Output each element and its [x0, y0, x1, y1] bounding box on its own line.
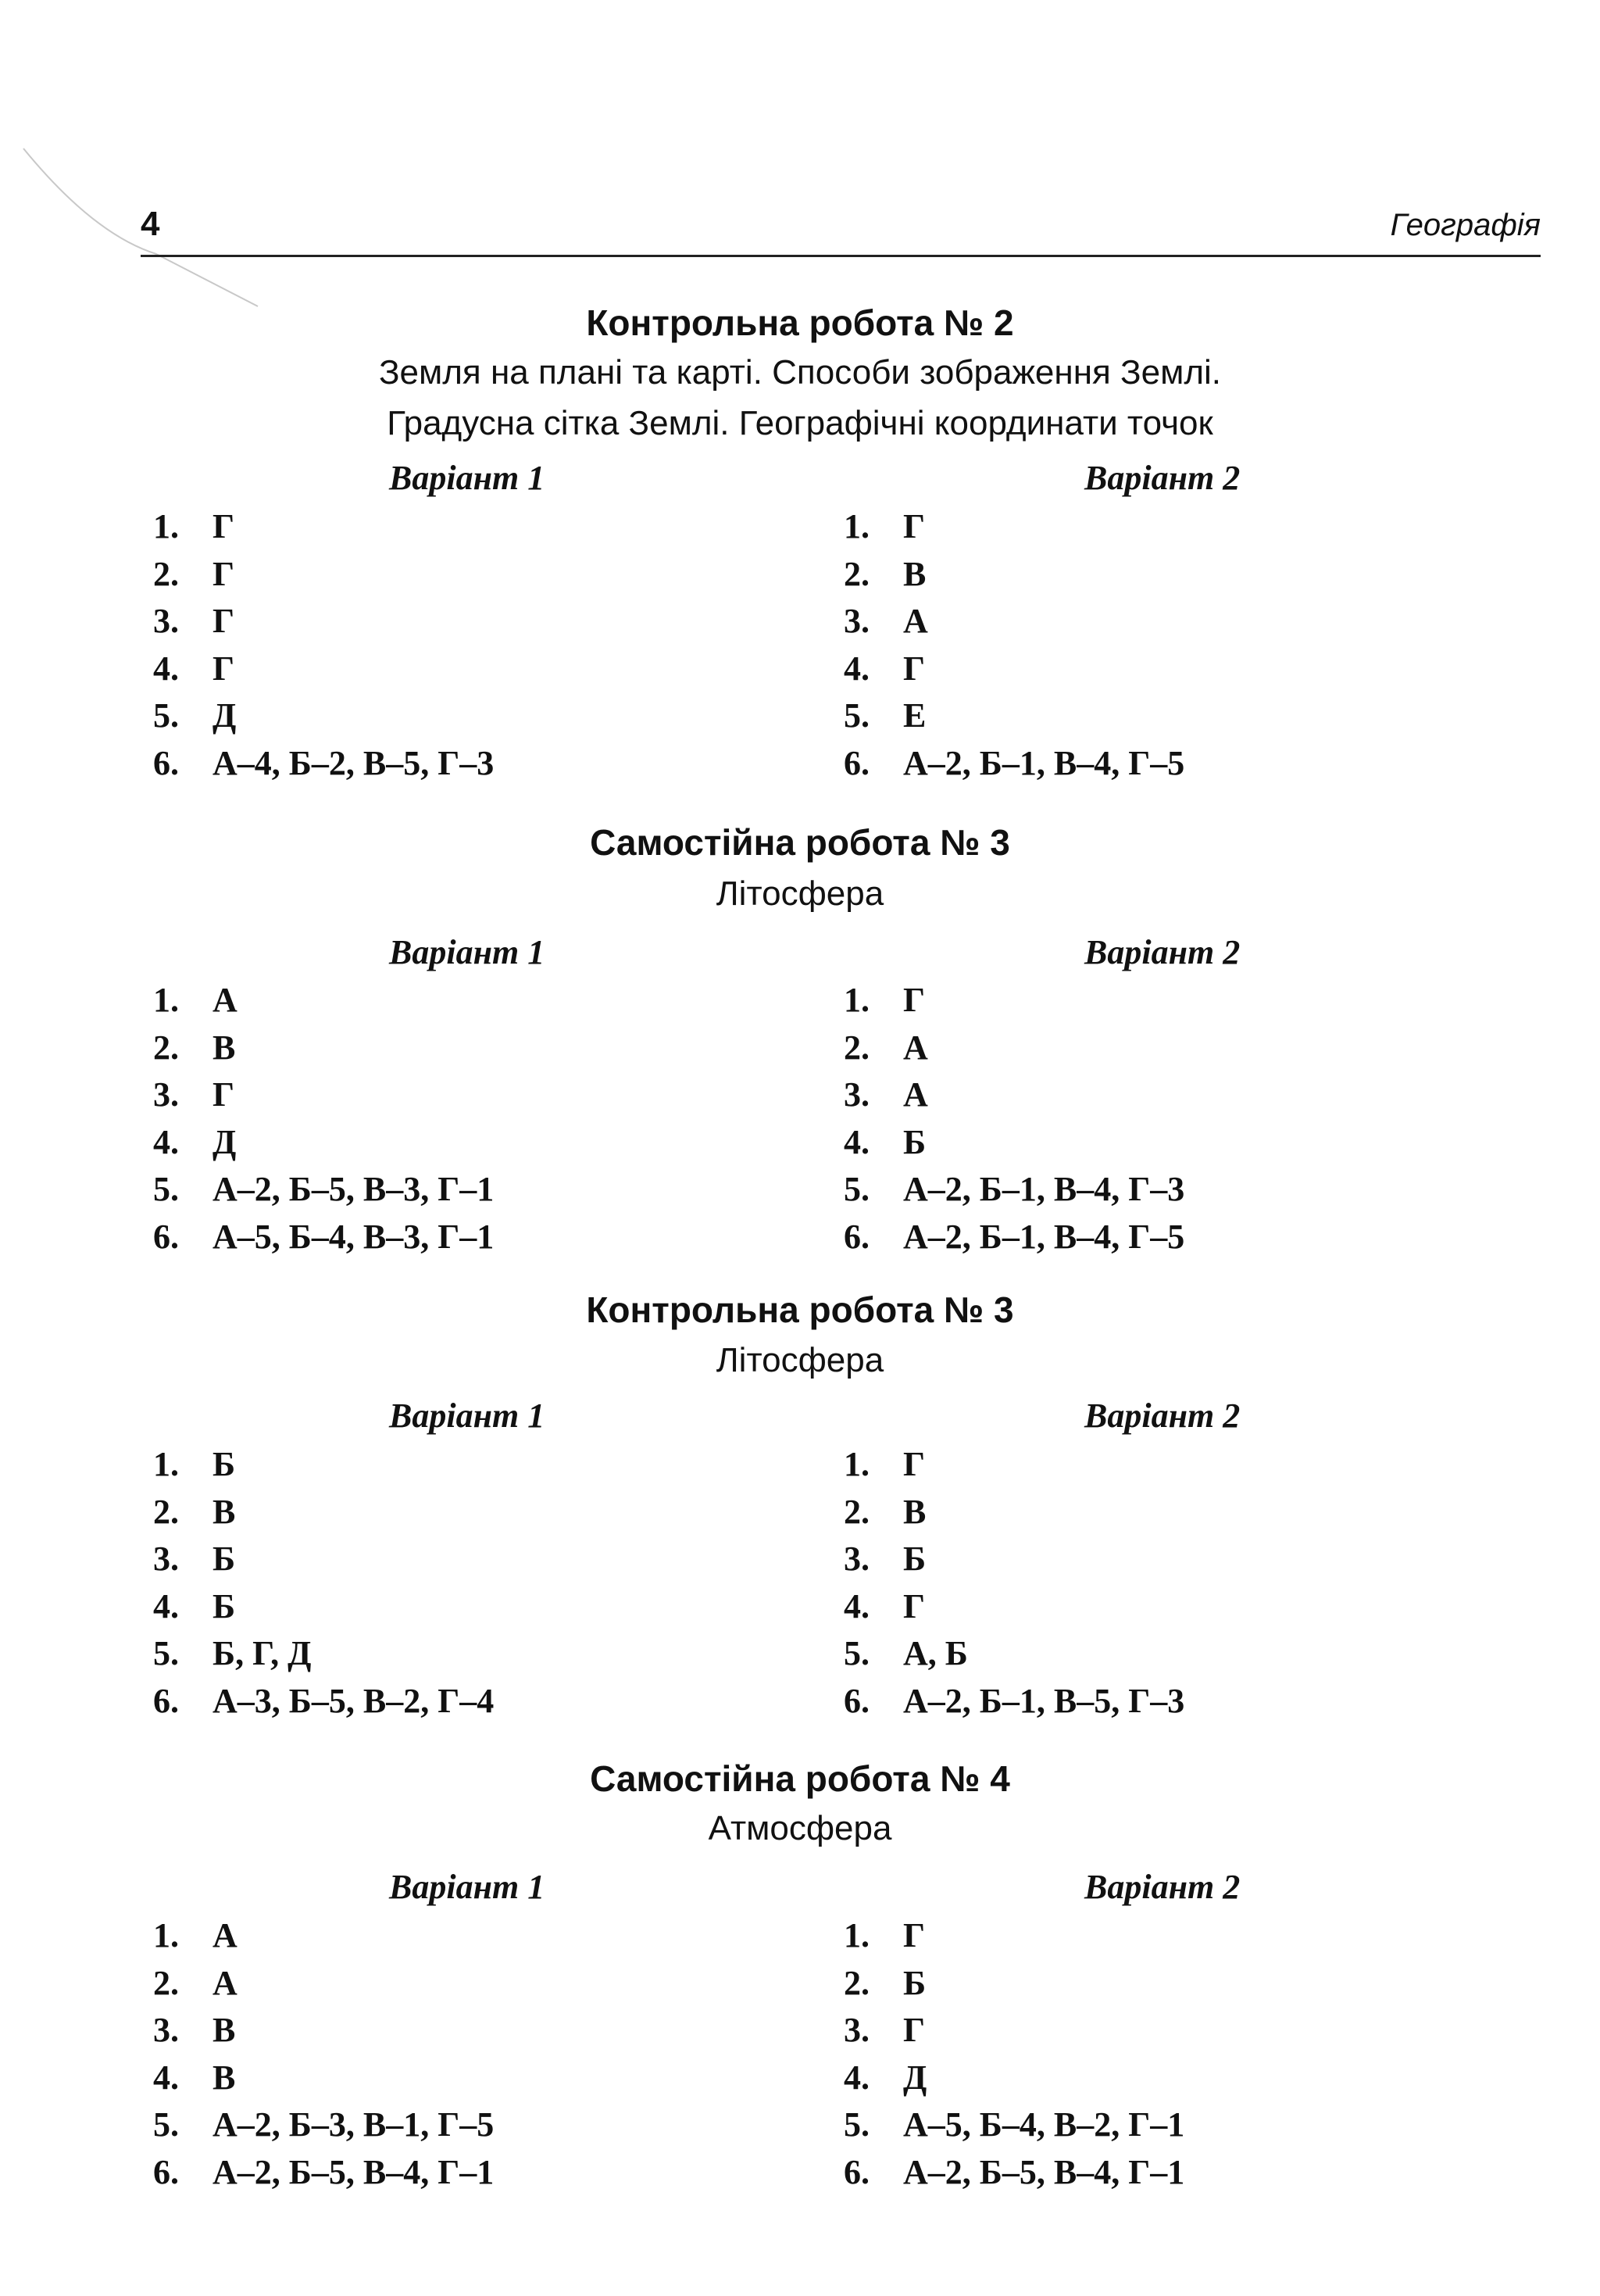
- answer-item: [844, 1916, 925, 1954]
- answer-text: Б: [212, 1540, 236, 1578]
- section-title: Самостійна робота № 4: [590, 1758, 1010, 1799]
- answer-text: А–2, Б–5, В–4, Г–1: [903, 2152, 1185, 2191]
- answer-text: Б: [212, 1445, 236, 1483]
- answer-number: 1.: [153, 1445, 179, 1483]
- answer-item: [153, 1963, 238, 2002]
- answer-item: [844, 1586, 925, 1625]
- answer-text: А–2, Б–5, В–3, Г–1: [212, 1170, 495, 1208]
- answer-item: [153, 2013, 235, 2047]
- answer-text: Г: [212, 554, 234, 593]
- answer-item: [844, 649, 925, 688]
- scan-artifact-line: [0, 0, 266, 328]
- answer-text: Б: [903, 1963, 927, 2002]
- answer-number: 3.: [844, 2011, 870, 2049]
- answer-item: [153, 507, 234, 545]
- section-subtitle: Літосфера: [716, 874, 884, 913]
- answer-item: [153, 696, 237, 735]
- answer-text: А, Б: [903, 1634, 968, 1672]
- answer-item: [844, 604, 928, 638]
- answer-text: Г: [903, 1916, 925, 1954]
- answer-item: [153, 2152, 495, 2191]
- answer-item: [844, 1492, 927, 1531]
- answer-item: [153, 1217, 495, 1256]
- variant-heading: Варіант 1: [389, 1397, 545, 1435]
- answer-item: [844, 1636, 968, 1671]
- answer-number: 4.: [844, 1122, 870, 1161]
- answer-item: [844, 1122, 927, 1161]
- answer-text: В: [212, 1028, 236, 1067]
- answer-item: [844, 1542, 926, 1576]
- answer-text: Б: [903, 1122, 927, 1161]
- answer-text: Г: [903, 507, 925, 545]
- answer-number: 3.: [153, 602, 179, 640]
- answer-number: 5.: [844, 696, 870, 735]
- answer-item: [153, 1447, 235, 1482]
- answer-item: [844, 2105, 1185, 2144]
- answer-item: [844, 1963, 927, 2002]
- answer-item: [153, 1586, 236, 1625]
- answer-text: В: [903, 554, 927, 593]
- answer-text: Д: [212, 1122, 237, 1161]
- running-header-subject: Географія: [1390, 208, 1541, 242]
- answer-item: [153, 649, 234, 688]
- variant-heading: Варіант 1: [389, 1868, 545, 1906]
- answer-number: 1.: [153, 1916, 179, 1954]
- answer-item: [844, 1447, 925, 1482]
- answer-item: [844, 554, 927, 593]
- answer-text: А–2, Б–1, В–5, Г–3: [903, 1681, 1185, 1720]
- answer-number: 6.: [844, 1681, 870, 1720]
- answer-number: 3.: [153, 1075, 179, 1114]
- answer-text: А: [212, 1916, 238, 1954]
- answer-text: В: [212, 1492, 236, 1531]
- section-subtitle: Літосфера: [716, 1341, 884, 1379]
- answer-number: 5.: [153, 2105, 179, 2144]
- answer-item: [153, 1172, 494, 1207]
- section-subtitle: Атмосфера: [708, 1809, 892, 1847]
- variant-heading: Варіант 1: [389, 933, 545, 971]
- answer-text: А: [903, 1028, 928, 1067]
- answer-number: 4.: [153, 1586, 179, 1625]
- answer-text: Г: [903, 1445, 925, 1483]
- answer-number: 3.: [153, 1540, 179, 1578]
- answer-number: 3.: [844, 1540, 870, 1578]
- variant-heading: Варіант 2: [1084, 459, 1241, 497]
- section-title: Контрольна робота № 2: [586, 302, 1014, 343]
- answer-text: Г: [903, 2011, 925, 2049]
- answer-number: 1.: [153, 507, 179, 545]
- answer-text: А–2, Б–3, В–1, Г–5: [212, 2105, 495, 2144]
- answer-number: 2.: [844, 1028, 870, 1067]
- answer-item: [844, 983, 925, 1017]
- answer-item: [153, 1028, 236, 1067]
- answer-text: Б: [903, 1540, 927, 1578]
- answer-item: [844, 743, 1185, 782]
- answer-item: [153, 1636, 311, 1671]
- answer-item: [153, 1122, 237, 1161]
- answer-text: Д: [212, 696, 237, 735]
- answer-text: В: [212, 2011, 236, 2049]
- answer-number: 6.: [844, 743, 870, 782]
- answer-number: 5.: [153, 1634, 179, 1672]
- answer-number: 1.: [844, 1916, 870, 1954]
- answer-number: 2.: [153, 1492, 179, 1531]
- answer-number: 4.: [844, 1586, 870, 1625]
- answer-item: [153, 554, 234, 593]
- answer-text: Г: [903, 981, 925, 1019]
- answer-text: А–2, Б–1, В–4, Г–5: [903, 743, 1185, 782]
- answer-text: Г: [212, 602, 234, 640]
- answer-number: 5.: [153, 696, 179, 735]
- answer-item: [844, 1681, 1185, 1720]
- answer-number: 3.: [844, 602, 870, 640]
- answer-text: Б, Г, Д: [212, 1634, 312, 1672]
- answer-text: Г: [903, 1586, 925, 1625]
- answer-text: А: [903, 602, 928, 640]
- answer-text: А–5, Б–4, В–2, Г–1: [903, 2105, 1185, 2144]
- answer-item: [153, 743, 495, 782]
- answer-number: 4.: [153, 649, 179, 688]
- answer-number: 5.: [844, 1170, 870, 1208]
- answer-text: А–4, Б–2, В–5, Г–3: [212, 743, 495, 782]
- answer-text: В: [903, 1492, 927, 1531]
- answer-number: 2.: [844, 554, 870, 593]
- page-number: 4: [141, 205, 160, 243]
- variant-heading: Варіант 2: [1084, 1397, 1241, 1435]
- answer-text: Г: [212, 507, 234, 545]
- answer-number: 6.: [153, 743, 179, 782]
- answer-number: 5.: [844, 1634, 870, 1672]
- answer-number: 1.: [844, 981, 870, 1019]
- answer-item: [153, 2058, 236, 2097]
- answer-item: [153, 1681, 495, 1720]
- answer-number: 2.: [844, 1963, 870, 2002]
- answer-number: 6.: [153, 1681, 179, 1720]
- answer-text: А–2, Б–1, В–4, Г–5: [903, 1217, 1185, 1256]
- answer-item: [844, 2058, 927, 2097]
- answer-number: 5.: [844, 2105, 870, 2144]
- answer-text: А–2, Б–1, В–4, Г–3: [903, 1170, 1185, 1208]
- answer-number: 1.: [844, 507, 870, 545]
- answer-text: Е: [903, 696, 927, 735]
- variant-heading: Варіант 2: [1084, 1868, 1241, 1906]
- answer-text: А–3, Б–5, В–2, Г–4: [212, 1681, 495, 1720]
- answer-number: 3.: [153, 2011, 179, 2049]
- answer-item: [153, 604, 234, 638]
- answer-text: А–5, Б–4, В–3, Г–1: [212, 1217, 495, 1256]
- answer-text: Г: [212, 649, 234, 688]
- answer-text: А: [903, 1075, 928, 1114]
- answer-number: 4.: [844, 2058, 870, 2097]
- section-subtitle: Земля на плані та карті. Способи зображення Землі.: [378, 353, 1222, 392]
- answer-number: 4.: [844, 649, 870, 688]
- answer-item: [844, 507, 925, 545]
- answer-text: Г: [212, 1075, 234, 1114]
- answer-item: [153, 2105, 495, 2144]
- answer-text: Д: [903, 2058, 927, 2097]
- variant-heading: Варіант 1: [389, 459, 545, 497]
- answer-number: 6.: [844, 2152, 870, 2191]
- answer-number: 6.: [153, 2152, 179, 2191]
- answer-text: Г: [903, 649, 925, 688]
- answer-text: Б: [212, 1586, 236, 1625]
- answer-number: 6.: [844, 1217, 870, 1256]
- answer-text: В: [212, 2058, 236, 2097]
- answer-item: [153, 1916, 238, 1954]
- answer-text: А: [212, 981, 238, 1019]
- answer-number: 5.: [153, 1170, 179, 1208]
- header-divider: [141, 255, 1541, 257]
- answer-item: [153, 1492, 236, 1531]
- answer-item: [844, 2013, 925, 2047]
- answer-item: [153, 1542, 235, 1576]
- answer-number: 6.: [153, 1217, 179, 1256]
- section-title: Контрольна робота № 3: [586, 1289, 1014, 1330]
- answer-number: 1.: [153, 981, 179, 1019]
- answer-item: [844, 1217, 1185, 1256]
- answer-text: А: [212, 1963, 238, 2002]
- answer-number: 2.: [153, 554, 179, 593]
- answer-item: [844, 1028, 928, 1067]
- answer-text: А–2, Б–5, В–4, Г–1: [212, 2152, 495, 2191]
- answer-item: [844, 2152, 1185, 2191]
- answer-number: 2.: [153, 1963, 179, 2002]
- answer-item: [844, 1172, 1184, 1207]
- variant-heading: Варіант 2: [1084, 933, 1241, 971]
- answer-item: [844, 1075, 928, 1114]
- answer-number: 3.: [844, 1075, 870, 1114]
- answer-number: 4.: [153, 1122, 179, 1161]
- answer-number: 2.: [844, 1492, 870, 1531]
- answer-item: [844, 696, 927, 735]
- answer-number: 2.: [153, 1028, 179, 1067]
- answer-item: [153, 1075, 234, 1114]
- answer-item: [153, 983, 238, 1017]
- answer-number: 1.: [844, 1445, 870, 1483]
- answer-number: 4.: [153, 2058, 179, 2097]
- section-subtitle: Градусна сітка Землі. Географічні координати точок: [387, 404, 1213, 442]
- section-title: Самостійна робота № 3: [590, 822, 1010, 863]
